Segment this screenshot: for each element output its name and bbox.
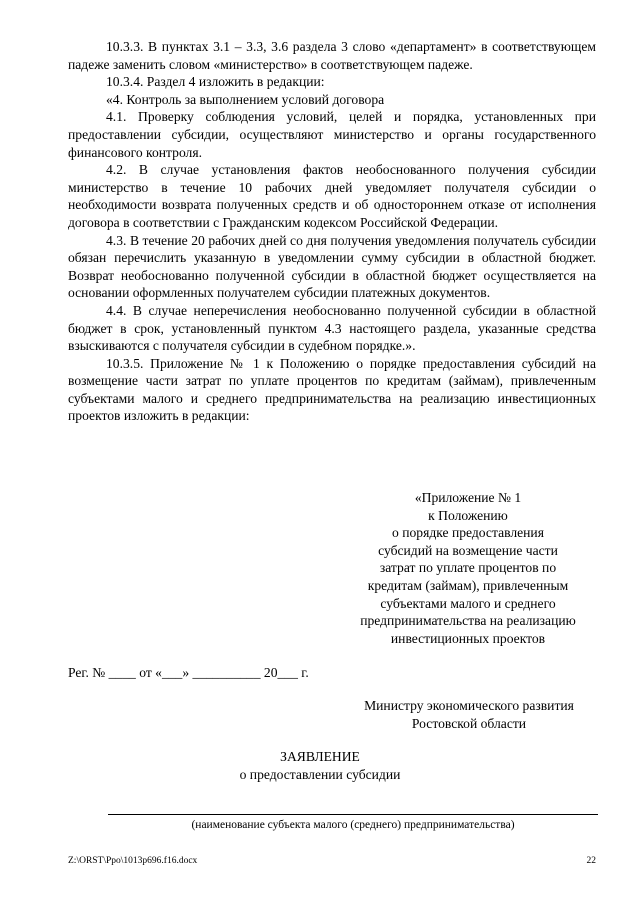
appendix-line: предпринимательства на реализацию bbox=[360, 613, 576, 629]
paragraph-10-3-4: 10.3.4. Раздел 4 изложить в редакции: bbox=[106, 74, 325, 90]
paragraph-4-3: 4.3. В течение 20 рабочих дней со дня получения уведомления получатель субсидии обязан перечислить указанную в уведомлении сумму субсидии в областной бюджет. Возврат необоснованно полученной субсидии в областной бюджет осуществляется на основании оформленных получателем субсидии платежных документов. bbox=[68, 232, 596, 301]
appendix-line: затрат по уплате процентов по bbox=[379, 560, 557, 576]
paragraph-10-3-5: 10.3.5. Приложение № 1 к Положению о порядке предоставления субсидий на возмещение части затрат по уплате процентов по кредитам (займам), привлеченным субъектами малого и среднего предпринимательства на реализацию инвестиционных проектов изложить в редакции: bbox=[68, 355, 596, 424]
section-4-heading: «4. Контроль за выполнением условий договора bbox=[106, 91, 385, 107]
paragraph-4-2: 4.2. В случае установления фактов необоснованного получения субсидии министерство в течение 10 рабочих дней уведомляет получателя субсидии о необходимости возврата полученных средств и об одностороннем отказе от исполнения договора в соответствии с Гражданским кодексом Российской Федерации. bbox=[68, 162, 596, 230]
appendix-line: о порядке предоставления bbox=[392, 525, 544, 541]
registration-line: Рег. № ____ от «___» __________ 20___ г. bbox=[68, 665, 309, 680]
entity-name-caption: (наименование субъекта малого (среднего) предпринимательства) bbox=[191, 819, 515, 831]
addressee-line: Министру экономического развития bbox=[364, 698, 574, 713]
application-title-block bbox=[0, 748, 640, 783]
addressee bbox=[340, 697, 598, 732]
appendix-line: субъектами малого и среднего bbox=[380, 595, 556, 611]
appendix-line: субсидий на возмещение части bbox=[378, 542, 558, 558]
addressee-line: Ростовской области bbox=[411, 715, 527, 731]
appendix-line: кредитам (займам), привлеченным bbox=[367, 577, 569, 593]
paragraph-4-1: 4.1. Проверку соблюдения условий, целей и порядка, установленных при предоставлении субсидии, осуществляют министерство и органы государственного финансового контроля. bbox=[68, 109, 596, 160]
paragraph-4-4: 4.4. В случае неперечисления необоснованно полученной субсидии в областной бюджет в срок, установленный пунктом 4.3 настоящего раздела, указанные средства взыскиваются с получателя субсидии в судебном порядке.». bbox=[68, 302, 596, 354]
page-number: 22 bbox=[586, 856, 596, 866]
appendix-line: к Положению bbox=[428, 507, 508, 523]
appendix-line: инвестиционных проектов bbox=[390, 630, 546, 646]
appendix-header bbox=[338, 489, 598, 647]
document-subtitle: о предоставлении субсидии bbox=[239, 766, 401, 782]
body-text bbox=[68, 38, 596, 425]
document-title: ЗАЯВЛЕНИЕ bbox=[280, 749, 360, 764]
footer-file-path: Z:\ORST\Ppo\1013p696.f16.docx bbox=[68, 856, 198, 866]
appendix-line: «Приложение № 1 bbox=[414, 490, 522, 505]
paragraph-10-3-3: 10.3.3. В пунктах 3.1 – 3.3, 3.6 раздела 3 слово «департамент» в соответствующем падеже заменить словом «министерство» в соответствующем падеже. bbox=[68, 39, 596, 72]
entity-name-line bbox=[108, 814, 598, 815]
